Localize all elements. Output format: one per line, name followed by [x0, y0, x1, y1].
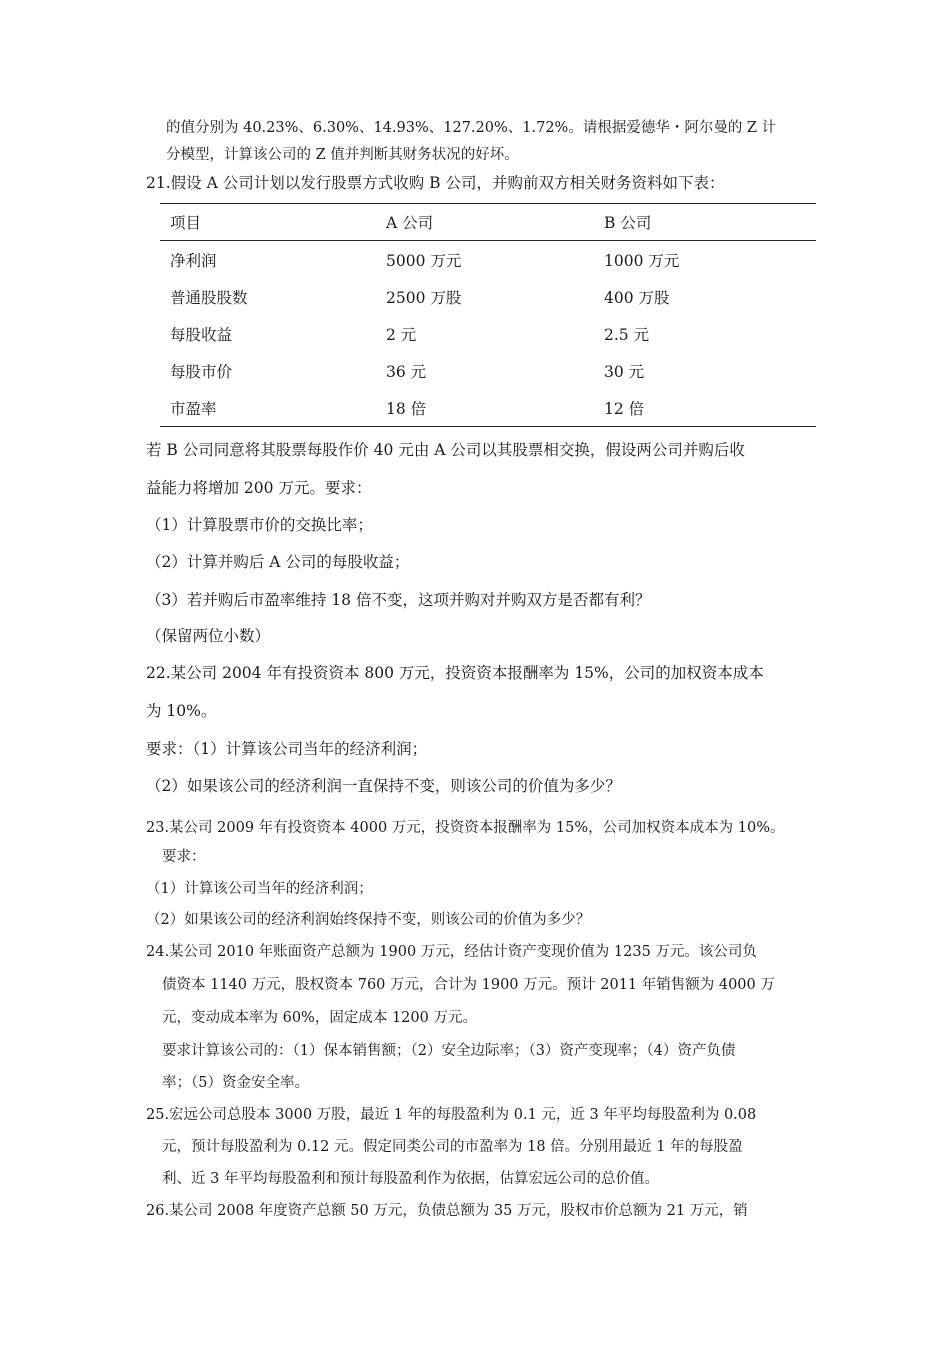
table-cell: 1000 万元 [604, 251, 680, 270]
table-row [160, 389, 816, 427]
q21-note: （保留两位小数） [146, 627, 271, 645]
q23-line-2: 要求： [162, 849, 206, 865]
q24-line-4: 要求计算该公司的：（1）保本销售额；（2）安全边际率；（3）资产变现率；（4）资产负债 [162, 1043, 736, 1059]
table-cell: 2 元 [386, 325, 417, 344]
table-header-row [160, 204, 816, 241]
q21-requirement-1: （1）计算股票市价的交换比率； [146, 516, 373, 534]
table-cell: 普通股股数 [170, 288, 248, 307]
q24-line-1: 24.某公司 2010 年账面资产总额为 1900 万元，经估计资产变现价值为 1235 万元。该公司负 [146, 944, 757, 960]
q23-line-1: 23.某公司 2009 年有投资资本 4000 万元，投资资本报酬率为 15%，公司加权资本成本为 10%。 [146, 820, 785, 836]
table-row [160, 352, 816, 389]
table-cell: 18 倍 [386, 399, 427, 418]
q23-requirement-2: （2）如果该公司的经济利润始终保持不变，则该公司的价值为多少？ [146, 912, 591, 928]
table-cell: 净利润 [170, 251, 217, 270]
table-cell: 每股市价 [170, 362, 233, 381]
table-row [160, 278, 816, 315]
q23-requirement-1: （1）计算该公司当年的经济利润； [146, 881, 373, 897]
table-cell: 市盈率 [170, 399, 217, 418]
q25-line-3: 利、近 3 年平均每股盈利和预计每股盈利作为依据，估算宏远公司的总价值。 [162, 1171, 659, 1187]
table-row [160, 241, 816, 279]
table-cell: 2500 万股 [386, 288, 462, 307]
table-cell: 36 元 [386, 362, 427, 381]
q24-line-3: 元，变动成本率为 60%，固定成本 1200 万元。 [162, 1010, 477, 1026]
table-cell: 12 倍 [604, 399, 645, 418]
q21-requirement-2: （2）计算并购后 A 公司的每股收益； [146, 553, 410, 571]
table-header: A 公司 [386, 214, 434, 232]
table-row [160, 315, 816, 352]
table-header: 项目 [170, 214, 202, 232]
q24-line-5: 率；（5）资金安全率。 [162, 1075, 309, 1091]
q22-requirement-2: （2）如果该公司的经济利润一直保持不变，则该公司的价值为多少？ [146, 777, 621, 795]
q24-line-2: 债资本 1140 万元，股权资本 760 万元，合计为 1900 万元。预计 2011 年销售额为 4000 万 [162, 977, 775, 993]
table-cell: 400 万股 [604, 288, 670, 307]
financial-table [160, 203, 816, 427]
q26-line-1: 26.某公司 2008 年度资产总额 50 万元，负债总额为 35 万元，股权市价总额为 21 万元，销 [146, 1203, 748, 1219]
q25-line-1: 25.宏远公司总股本 3000 万股，最近 1 年的每股盈利为 0.1 元，近 3 年平均每股盈利为 0.08 [146, 1107, 757, 1123]
table-header: B 公司 [604, 214, 652, 232]
q21-title: 21.假设 A 公司计划以发行股票方式收购 B 公司，并购前双方相关财务资料如下表： [146, 174, 725, 192]
q22-line-1: 22.某公司 2004 年有投资资本 800 万元，投资资本报酬率为 15%，公司的加权资本成本 [146, 664, 764, 682]
intro-line-2: 分模型，计算该公司的 Z 值并判断其财务状况的好坏。 [166, 147, 519, 163]
q21-requirement-3: （3）若并购后市盈率维持 18 倍不变，这项并购对并购双方是否都有利？ [146, 591, 651, 609]
table-cell: 2.5 元 [604, 325, 650, 344]
intro-line-1: 的值分别为 40.23%、6.30%、14.93%、127.20%、1.72%。请根据爱德华・阿尔曼的 Z 计 [166, 120, 777, 136]
q21-body-2: 益能力将增加 200 万元。要求： [146, 479, 372, 497]
table-cell: 5000 万元 [386, 251, 462, 270]
q25-line-2: 元，预计每股盈利为 0.12 元。假定同类公司的市盈率为 18 倍。分别用最近 1 年的每股盈 [162, 1139, 743, 1155]
q22-requirement-1: 要求：（1）计算该公司当年的经济利润； [146, 740, 428, 758]
q21-body-1: 若 B 公司同意将其股票每股作价 40 元由 A 公司以其股票相交换，假设两公司并购后收 [146, 441, 745, 459]
q22-line-2: 为 10%。 [146, 702, 217, 720]
table-cell: 每股收益 [170, 325, 233, 344]
table-cell: 30 元 [604, 362, 645, 381]
